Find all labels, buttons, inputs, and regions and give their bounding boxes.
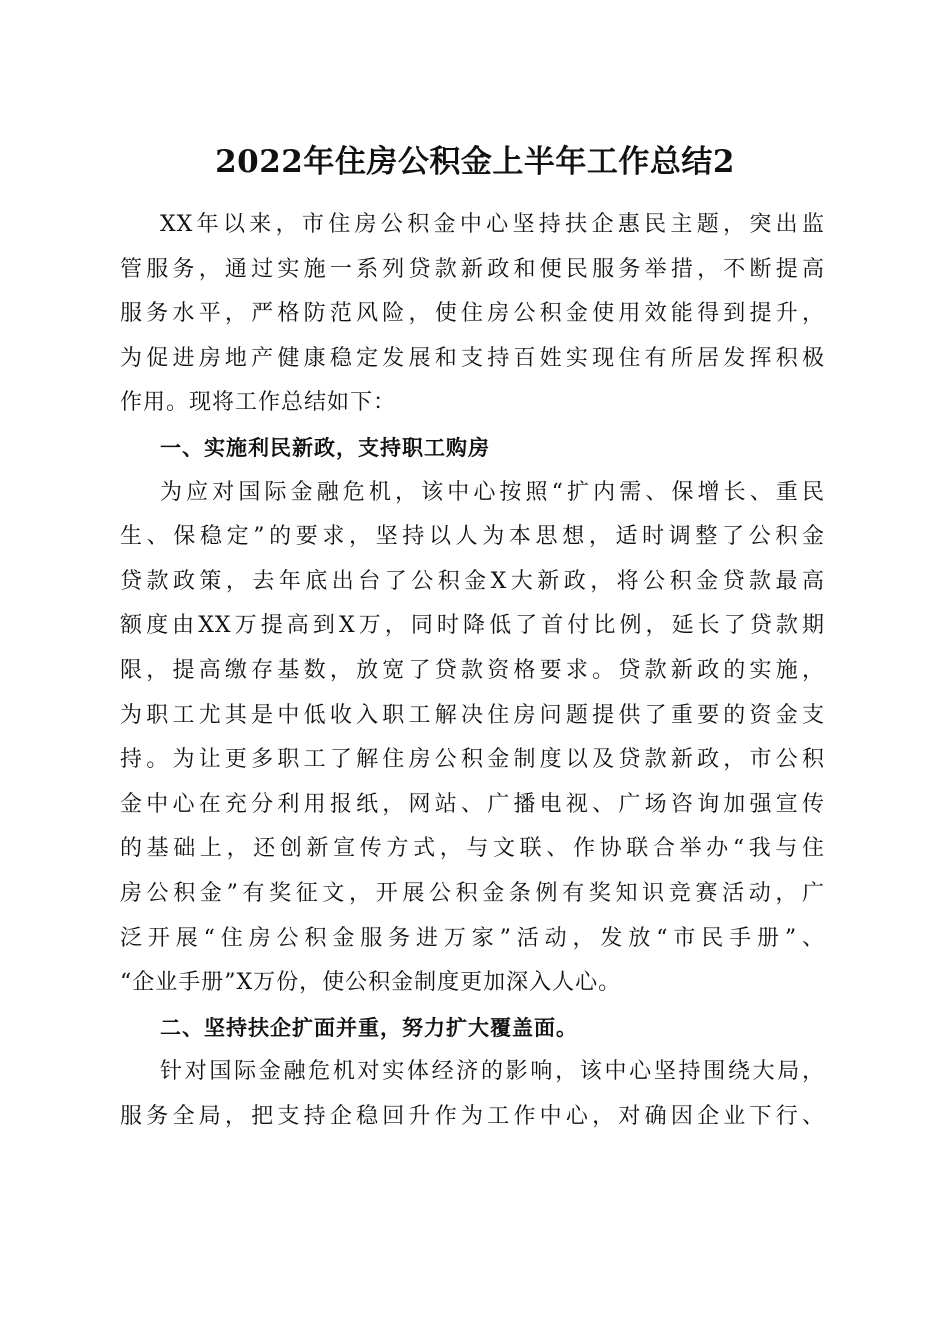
document-body (120, 203, 825, 1139)
paragraph-3-line-1: 针对国际金融危机对实体经济的影响，该中心坚持围绕大局， (160, 1059, 825, 1085)
section-heading-2: 二、坚持扶企扩面并重，努力扩大覆盖面。 (160, 1015, 578, 1040)
paragraph-2-line-5: 限，提高缴存基数，放宽了贷款资格要求。贷款新政的实施， (120, 657, 825, 683)
document-title: 2022年住房公积金上半年工作总结2 (215, 144, 735, 180)
paragraph-1-line-5: 作用。现将工作总结如下： (120, 390, 397, 416)
paragraph-2-line-12: “企业手册”X万份，使公积金制度更加深入人心。 (120, 970, 622, 996)
paragraph-2-line-6: 为职工尤其是中低收入职工解决住房问题提供了重要的资金支 (120, 702, 825, 728)
paragraph-2-line-7: 持。为让更多职工了解住房公积金制度以及贷款新政，市公积 (120, 747, 825, 773)
paragraph-2-line-3: 贷款政策，去年底出台了公积金X大新政，将公积金贷款最高 (120, 568, 825, 594)
paragraph-1-line-2: 管服务，通过实施一系列贷款新政和便民服务举措，不断提高 (120, 256, 825, 282)
paragraph-2-line-8: 金中心在充分利用报纸，网站、广播电视、广场咨询加强宣传 (120, 791, 825, 817)
paragraph-2-line-10: 房公积金”有奖征文，开展公积金条例有奖知识竞赛活动，广 (120, 880, 825, 906)
paragraph-1-line-4: 为促进房地产健康稳定发展和支持百姓实现住有所居发挥积极 (120, 345, 825, 371)
paragraph-2-line-4: 额度由XX万提高到X万，同时降低了首付比例，延长了贷款期 (120, 613, 825, 639)
paragraph-2-line-1: 为应对国际金融危机，该中心按照“扩内需、保增长、重民 (160, 479, 825, 505)
paragraph-1-line-3: 服务水平，严格防范风险，使住房公积金使用效能得到提升， (120, 301, 825, 327)
section-heading-1: 一、实施利民新政，支持职工购房 (160, 435, 490, 460)
paragraph-3-line-2: 服务全局，把支持企稳回升作为工作中心，对确因企业下行、 (120, 1103, 825, 1129)
paragraph-2-line-2: 生、保稳定”的要求，坚持以人为本思想，适时调整了公积金 (120, 524, 825, 550)
paragraph-2-line-9: 的基础上，还创新宣传方式，与文联、作协联合举办“我与住 (120, 836, 825, 862)
paragraph-1-line-1: XX年以来，市住房公积金中心坚持扶企惠民主题，突出监 (160, 212, 825, 237)
paragraph-2-line-11: 泛开展“住房公积金服务进万家”活动，发放“市民手册”、 (120, 925, 825, 951)
